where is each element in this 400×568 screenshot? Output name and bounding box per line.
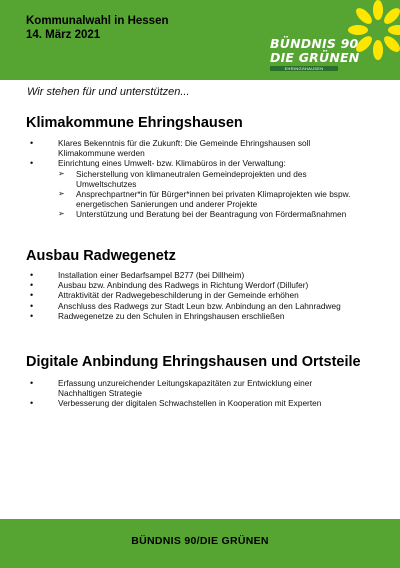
logo-line-1: BÜNDNIS 90 xyxy=(270,36,359,51)
election-date: 14. März 2021 xyxy=(26,29,101,41)
footer-bar xyxy=(0,519,400,568)
party-logo xyxy=(268,6,394,78)
section-title-klimakommune: Klimakommune Ehringshausen xyxy=(26,115,243,131)
bullet-dot-icon: • xyxy=(30,290,34,301)
footer-party-name: BÜNDNIS 90/DIE GRÜNEN xyxy=(131,535,269,547)
list-digitale-anbindung xyxy=(30,378,360,409)
list-item: • Erfassung unzureichender Leitungskapazitäten zur Entwicklung einer Nachhaltigen Strategie xyxy=(30,378,313,399)
section-title-radwegenetz: Ausbau Radwegenetz xyxy=(26,248,176,264)
bullet-dot-icon: • xyxy=(30,158,34,169)
sub-list-item: ➢ Unterstützung und Beratung bei der Beantragung von Fördermaßnahmen xyxy=(58,209,347,220)
header-bar xyxy=(0,0,400,80)
sub-list-item: ➢ Sicherstellung von klimaneutralen Gemeindeprojekten und des Umweltschutzes xyxy=(58,168,307,189)
arrow-bullet-icon: ➢ xyxy=(58,209,65,219)
list-radwegenetz xyxy=(30,270,360,321)
list-item: • Ausbau bzw. Anbindung des Radwegs in Richtung Werdorf (Dillufer) xyxy=(30,280,309,291)
logo-line-2: DIE GRÜNEN xyxy=(270,50,360,65)
bullet-dot-icon: • xyxy=(30,378,34,388)
intro-text: Wir stehen für und unterstützen... xyxy=(27,86,190,98)
list-item: • Installation einer Bedarfsampel B277 (bei Dillheim) xyxy=(30,270,245,280)
bullet-dot-icon: • xyxy=(30,398,34,409)
bullet-dot-icon: • xyxy=(30,270,34,280)
list-item: • Einrichtung eines Umwelt- bzw. Klimabüros in der Verwaltung: ➢ Sicherstellung von klimaneutralen Gemeindeprojekten und des Umweltschutzes ➢ Ansprechpartner*in für Bürger*innen bei privaten Klimaprojekten wie bspw. energetischen Sanierungen und anderer Projekte ➢ Unterstützung und Beratung bei der Beantragung von Fördermaßnahmen xyxy=(30,158,368,219)
list-item: • Verbesserung der digitalen Schwachstellen in Kooperation mit Experten xyxy=(30,398,322,409)
list-item: • Radwegenetze zu den Schulen in Ehringshausen erschließen xyxy=(30,310,285,321)
list-item: • Attraktivität der Radwegebeschilderung in der Gemeinde erhöhen xyxy=(30,290,299,301)
bullet-dot-icon: • xyxy=(30,138,34,148)
sublist-klimabuero xyxy=(58,169,368,220)
logo-subline: EHRINGSHAUSEN xyxy=(270,66,338,71)
arrow-bullet-icon: ➢ xyxy=(58,189,65,199)
bullet-dot-icon: • xyxy=(30,300,34,311)
bullet-dot-icon: • xyxy=(30,310,34,321)
bullet-dot-icon: • xyxy=(30,280,34,291)
arrow-bullet-icon: ➢ xyxy=(58,168,65,178)
sub-list-item: ➢ Ansprechpartner*in für Bürger*innen bei privaten Klimaprojekten wie bspw. energetischen Sanierungen und anderer Projekte xyxy=(58,189,351,210)
list-item: • Klares Bekenntnis für die Zukunft: Die Gemeinde Ehringshausen soll Klimakommune werden xyxy=(30,138,311,159)
election-title: Kommunalwahl in Hessen xyxy=(26,15,169,27)
list-klimakommune xyxy=(30,138,368,220)
section-title-digitale-anbindung: Digitale Anbindung Ehringshausen und Ortsteile xyxy=(26,354,361,370)
list-item: • Anschluss des Radwegs zur Stadt Leun bzw. Anbindung an den Lahnradweg xyxy=(30,300,341,311)
